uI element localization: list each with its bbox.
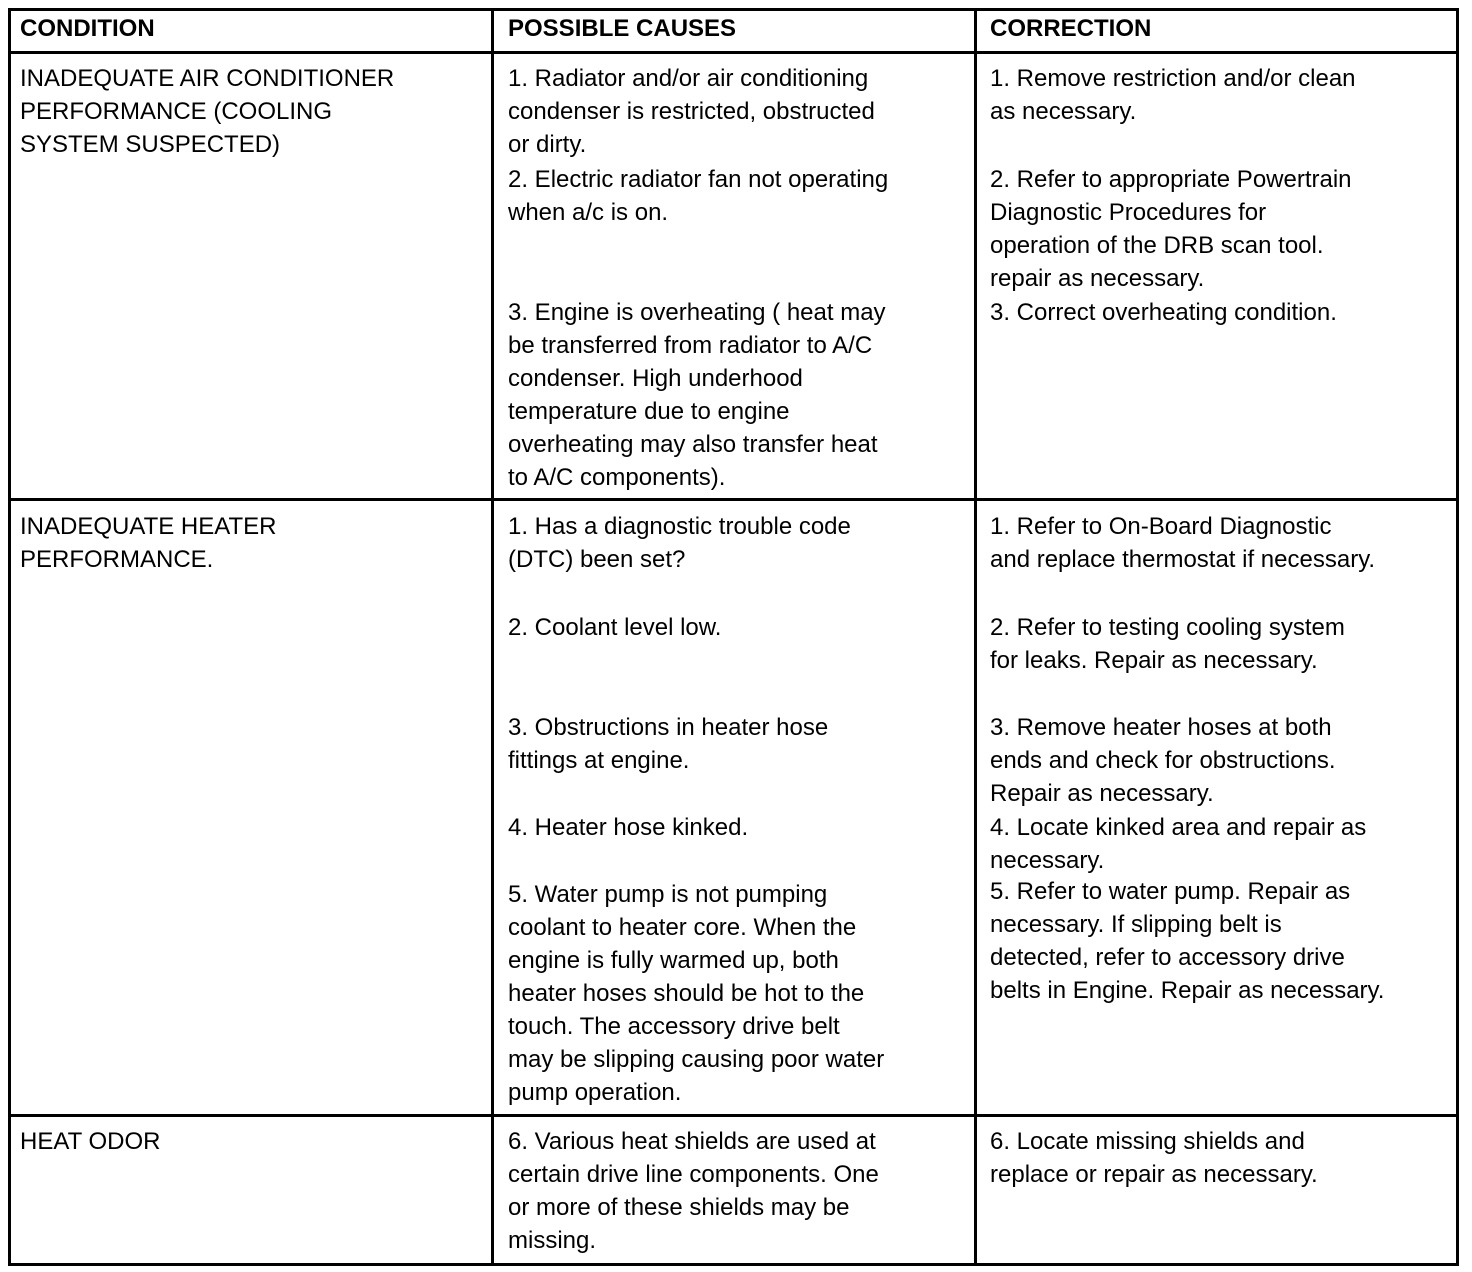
row-divider [8, 498, 1458, 501]
header-possible-causes: POSSIBLE CAUSES [508, 15, 737, 42]
correction-item: 4. Locate kinked area and repair as necessary. [990, 814, 1367, 874]
correction-item: 1. Remove restriction and/or clean as necessary. [990, 65, 1356, 125]
cause-item: 6. Various heat shields are used at certain drive line components. One or more of these shields may be missing. [508, 1128, 879, 1254]
header-condition: CONDITION [20, 15, 155, 42]
header-divider [8, 51, 1458, 54]
correction-item: 2. Refer to testing cooling system for leaks. Repair as necessary. [990, 614, 1345, 674]
cause-item: 3. Engine is overheating ( heat may be transferred from radiator to A/C condenser. High underhood temperature due to engine overheating may also transfer heat to A/C components). [508, 299, 886, 491]
table-border-right [1456, 8, 1459, 1266]
table-border-left [8, 8, 11, 1266]
correction-item: 5. Refer to water pump. Repair as necessary. If slipping belt is detected, refer to accessory drive belts in Engine. Repair as necessary. [990, 878, 1385, 1004]
correction-item: 2. Refer to appropriate Powertrain Diagnostic Procedures for operation of the DRB scan tool. repair as necessary. [990, 166, 1352, 292]
correction-item: 6. Locate missing shields and replace or repair as necessary. [990, 1128, 1318, 1188]
condition-cell: INADEQUATE AIR CONDITIONER PERFORMANCE (COOLING SYSTEM SUSPECTED) [20, 65, 395, 158]
table-border-top [8, 8, 1458, 11]
cause-item: 1. Radiator and/or air conditioning condenser is restricted, obstructed or dirty. [508, 65, 875, 158]
cause-item: 4. Heater hose kinked. [508, 814, 749, 841]
cause-item: 2. Coolant level low. [508, 614, 722, 641]
correction-item: 3. Remove heater hoses at both ends and check for obstructions. Repair as necessary. [990, 714, 1336, 807]
column-divider [974, 8, 977, 1266]
row-divider [8, 1114, 1458, 1117]
header-correction: CORRECTION [990, 15, 1152, 42]
table-border-bottom [8, 1263, 1458, 1266]
column-divider [491, 8, 494, 1266]
condition-cell: HEAT ODOR [20, 1128, 161, 1155]
correction-item: 1. Refer to On-Board Diagnostic and replace thermostat if necessary. [990, 513, 1376, 573]
cause-item: 2. Electric radiator fan not operating when a/c is on. [508, 166, 889, 226]
condition-cell: INADEQUATE HEATER PERFORMANCE. [20, 513, 277, 573]
cause-item: 5. Water pump is not pumping coolant to heater core. When the engine is fully warmed up, both heater hoses should be hot to the touch. The accessory drive belt may be slipping causing poor water pump operation. [508, 881, 885, 1106]
correction-item: 3. Correct overheating condition. [990, 299, 1337, 326]
cause-item: 1. Has a diagnostic trouble code (DTC) been set? [508, 513, 851, 573]
cause-item: 3. Obstructions in heater hose fittings at engine. [508, 714, 829, 774]
